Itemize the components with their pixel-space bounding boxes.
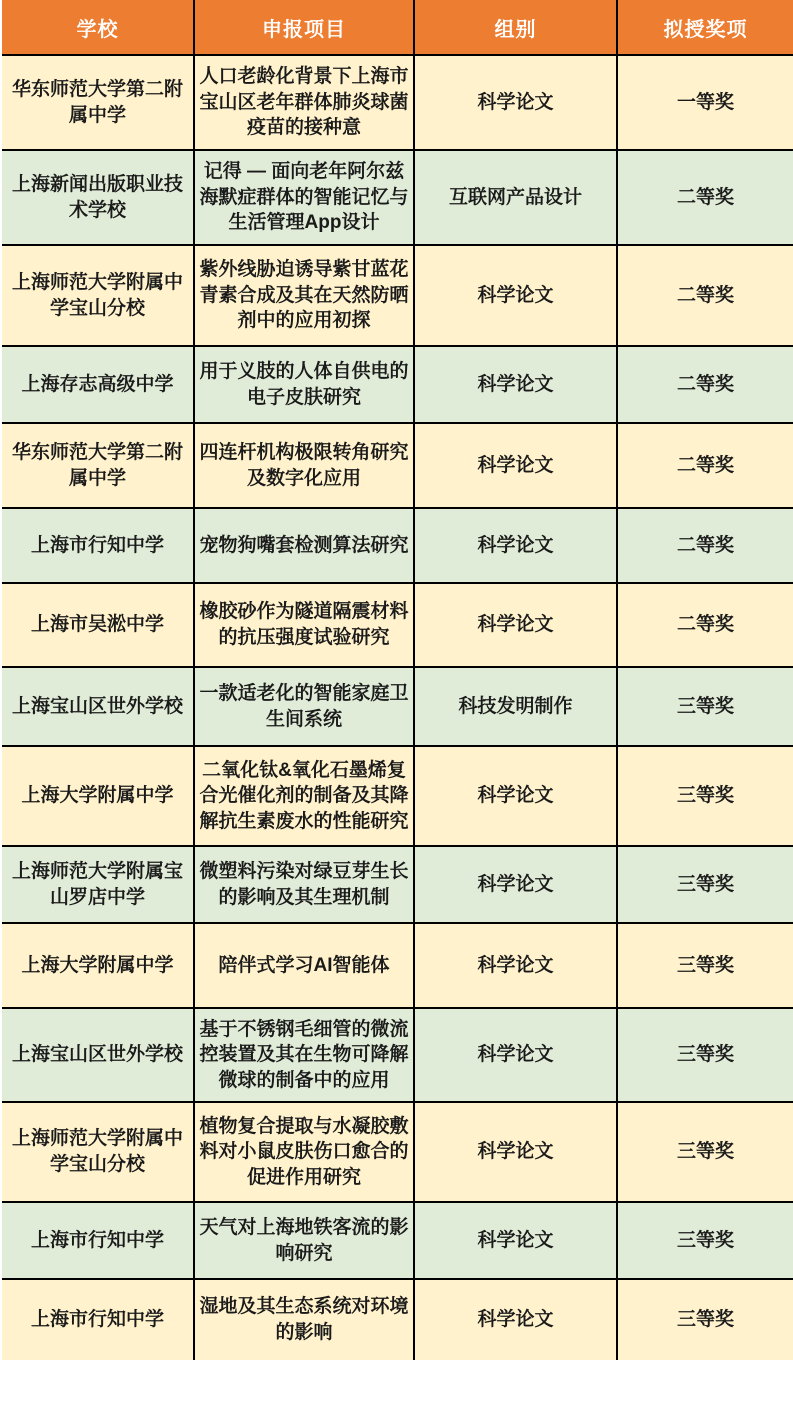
table-row bbox=[2, 346, 793, 423]
header-group: 组别 bbox=[414, 0, 617, 55]
award-cell: 二等奖 bbox=[617, 508, 793, 583]
group-cell: 科技发明制作 bbox=[414, 667, 617, 746]
project-cell: 微塑料污染对绿豆芽生长的影响及其生理机制 bbox=[194, 846, 414, 923]
group-cell: 科学论文 bbox=[414, 423, 617, 508]
table-row bbox=[2, 1008, 793, 1102]
project-cell: 一款适老化的智能家庭卫生间系统 bbox=[194, 667, 414, 746]
group-cell: 科学论文 bbox=[414, 1102, 617, 1202]
school-cell: 上海存志高级中学 bbox=[2, 346, 194, 423]
project-cell: 记得 — 面向老年阿尔兹海默症群体的智能记忆与生活管理App设计 bbox=[194, 150, 414, 245]
project-cell: 宠物狗嘴套检测算法研究 bbox=[194, 508, 414, 583]
award-cell: 三等奖 bbox=[617, 923, 793, 1008]
project-cell: 人口老龄化背景下上海市宝山区老年群体肺炎球菌疫苗的接种意 bbox=[194, 55, 414, 150]
table-row bbox=[2, 423, 793, 508]
project-cell: 植物复合提取与水凝胶敷料对小鼠皮肤伤口愈合的促进作用研究 bbox=[194, 1102, 414, 1202]
school-cell: 上海大学附属中学 bbox=[2, 746, 194, 846]
award-cell: 二等奖 bbox=[617, 583, 793, 667]
school-cell: 上海师范大学附属中学宝山分校 bbox=[2, 245, 194, 346]
school-cell: 华东师范大学第二附属中学 bbox=[2, 423, 194, 508]
award-cell: 一等奖 bbox=[617, 55, 793, 150]
school-cell: 上海新闻出版职业技术学校 bbox=[2, 150, 194, 245]
award-cell: 三等奖 bbox=[617, 1008, 793, 1102]
school-cell: 上海市吴淞中学 bbox=[2, 583, 194, 667]
project-cell: 陪伴式学习AI智能体 bbox=[194, 923, 414, 1008]
award-cell: 三等奖 bbox=[617, 746, 793, 846]
school-cell: 上海市行知中学 bbox=[2, 508, 194, 583]
group-cell: 科学论文 bbox=[414, 846, 617, 923]
project-cell: 基于不锈钢毛细管的微流控装置及其在生物可降解微球的制备中的应用 bbox=[194, 1008, 414, 1102]
header-row bbox=[2, 0, 793, 55]
table-row bbox=[2, 583, 793, 667]
table-row bbox=[2, 667, 793, 746]
award-cell: 三等奖 bbox=[617, 667, 793, 746]
header-award: 拟授奖项 bbox=[617, 0, 793, 55]
award-cell: 三等奖 bbox=[617, 1279, 793, 1360]
school-cell: 上海师范大学附属宝山罗店中学 bbox=[2, 846, 194, 923]
award-cell: 三等奖 bbox=[617, 1102, 793, 1202]
table-row bbox=[2, 150, 793, 245]
awards-table bbox=[2, 0, 793, 1360]
award-cell: 二等奖 bbox=[617, 346, 793, 423]
group-cell: 科学论文 bbox=[414, 746, 617, 846]
award-cell: 二等奖 bbox=[617, 150, 793, 245]
project-cell: 湿地及其生态系统对环境的影响 bbox=[194, 1279, 414, 1360]
group-cell: 科学论文 bbox=[414, 1202, 617, 1279]
group-cell: 科学论文 bbox=[414, 583, 617, 667]
award-cell: 三等奖 bbox=[617, 846, 793, 923]
header-school: 学校 bbox=[2, 0, 194, 55]
table-row bbox=[2, 245, 793, 346]
project-cell: 用于义肢的人体自供电的电子皮肤研究 bbox=[194, 346, 414, 423]
project-cell: 橡胶砂作为隧道隔震材料的抗压强度试验研究 bbox=[194, 583, 414, 667]
group-cell: 科学论文 bbox=[414, 245, 617, 346]
group-cell: 互联网产品设计 bbox=[414, 150, 617, 245]
table-row bbox=[2, 1202, 793, 1279]
award-cell: 三等奖 bbox=[617, 1202, 793, 1279]
table-row bbox=[2, 1279, 793, 1360]
school-cell: 华东师范大学第二附属中学 bbox=[2, 55, 194, 150]
award-cell: 二等奖 bbox=[617, 423, 793, 508]
school-cell: 上海市行知中学 bbox=[2, 1279, 194, 1360]
table-row bbox=[2, 746, 793, 846]
group-cell: 科学论文 bbox=[414, 55, 617, 150]
group-cell: 科学论文 bbox=[414, 1279, 617, 1360]
project-cell: 二氧化钛&氧化石墨烯复合光催化剂的制备及其降解抗生素废水的性能研究 bbox=[194, 746, 414, 846]
group-cell: 科学论文 bbox=[414, 346, 617, 423]
header-project: 申报项目 bbox=[194, 0, 414, 55]
school-cell: 上海市行知中学 bbox=[2, 1202, 194, 1279]
group-cell: 科学论文 bbox=[414, 1008, 617, 1102]
project-cell: 天气对上海地铁客流的影响研究 bbox=[194, 1202, 414, 1279]
school-cell: 上海宝山区世外学校 bbox=[2, 1008, 194, 1102]
group-cell: 科学论文 bbox=[414, 508, 617, 583]
school-cell: 上海大学附属中学 bbox=[2, 923, 194, 1008]
school-cell: 上海宝山区世外学校 bbox=[2, 667, 194, 746]
table-row bbox=[2, 923, 793, 1008]
project-cell: 四连杆机构极限转角研究及数字化应用 bbox=[194, 423, 414, 508]
table-row bbox=[2, 846, 793, 923]
table-header bbox=[2, 0, 793, 55]
table-row bbox=[2, 508, 793, 583]
table-row bbox=[2, 1102, 793, 1202]
award-cell: 二等奖 bbox=[617, 245, 793, 346]
group-cell: 科学论文 bbox=[414, 923, 617, 1008]
school-cell: 上海师范大学附属中学宝山分校 bbox=[2, 1102, 194, 1202]
table-row bbox=[2, 55, 793, 150]
table-body bbox=[2, 55, 793, 1360]
project-cell: 紫外线胁迫诱导紫甘蓝花青素合成及其在天然防晒剂中的应用初探 bbox=[194, 245, 414, 346]
